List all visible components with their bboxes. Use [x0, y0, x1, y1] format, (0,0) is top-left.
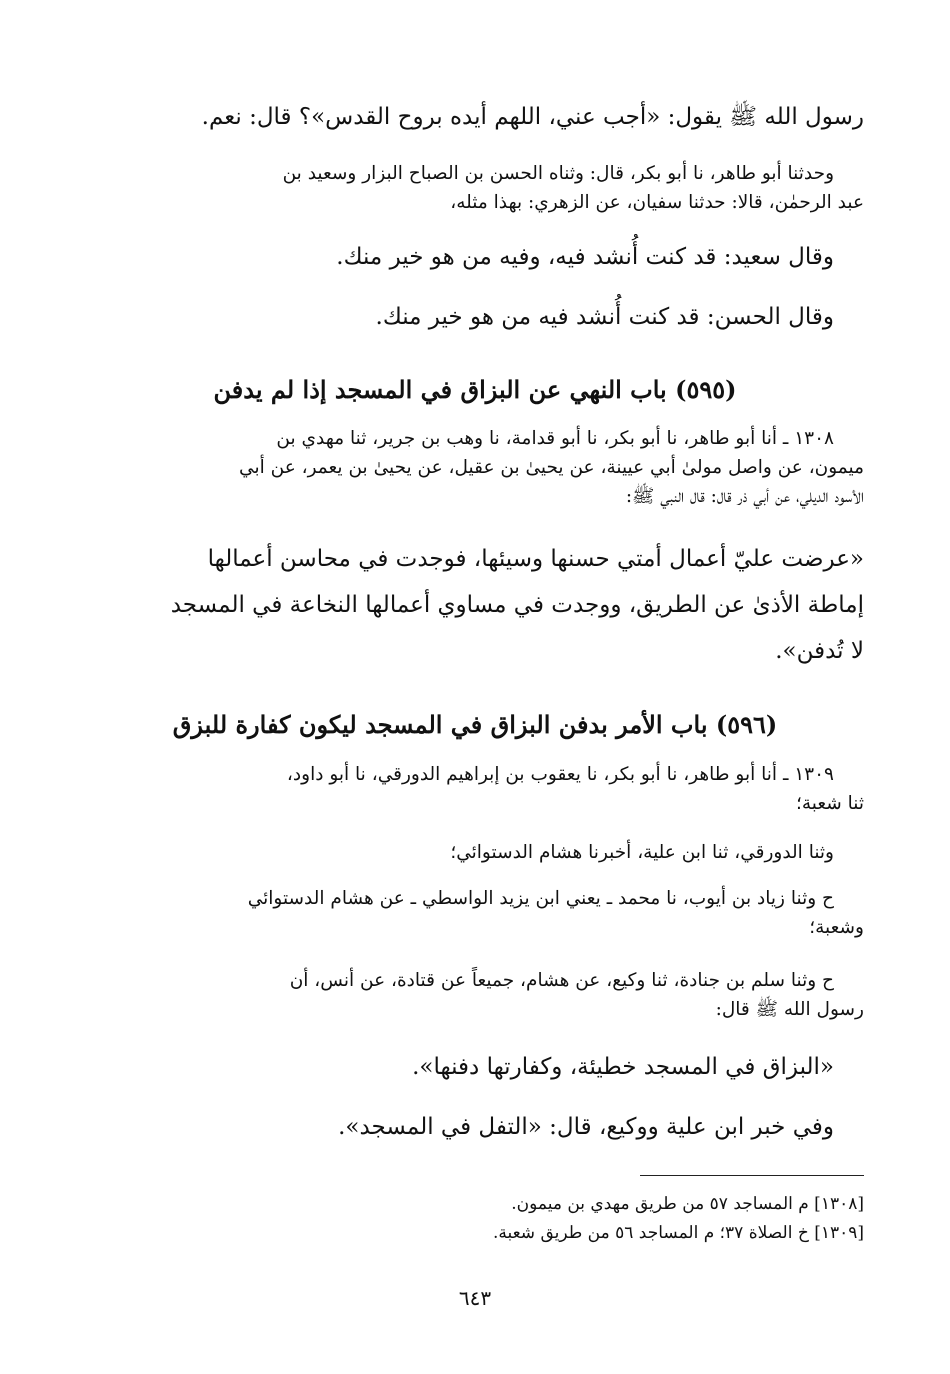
text-line: إماطة الأذىٰ عن الطريق، ووجدت في مساوي أعمالها النخاعة في المسجد [170, 592, 864, 618]
text-line: ثنا شعبة؛ [795, 793, 864, 814]
hadith-matn [112, 1044, 864, 1090]
text-line: رسول الله ﷺ يقول: «أجب عني، اللهم أيده بروح القدس»؟ قال: نعم. [201, 104, 864, 130]
footnote: [١٣٠٩] خ الصلاة ٣٧؛ م المساجد ٥٦ من طريق شعبة. [492, 1223, 864, 1243]
text-line: وقال سعيد: قد كنت أُنشد فيه، وفيه من هو خير منك. [336, 244, 834, 270]
quote-line [112, 234, 864, 280]
text-line: لا تُدفن». [775, 638, 864, 664]
text-line: وحدثنا أبو طاهر، نا أبو بكر، قال: وثناه الحسن بن الصباح البزار وسعيد بن [282, 163, 834, 184]
isnad-paragraph [112, 838, 864, 867]
page-number: ٦٤٣ [458, 1286, 492, 1310]
text-line: رسول الله ﷺ قال: [715, 999, 864, 1020]
isnad-paragraph [112, 159, 864, 217]
text-line: «البزاق في المسجد خطيئة، وكفارتها دفنها». [412, 1054, 834, 1080]
text-line: وشعبة؛ [809, 917, 864, 938]
isnad-paragraph [112, 884, 864, 942]
chapter-heading: (٥٩٥) باب النهي عن البزاق في المسجد إذا لم يدفن [213, 375, 737, 404]
chapter-heading: (٥٩٦) باب الأمر بدفن البزاق في المسجد ليكون كفارة للبزق [172, 710, 778, 739]
text-line: وثنا الدورقي، ثنا ابن علية، أخبرنا هشام الدستوائي؛ [450, 842, 834, 863]
text-line: الأسود الديلي، عن أبي ذر قال: قال النبي ﷺ: [625, 486, 864, 507]
footnote-divider [640, 1175, 864, 1176]
footnotes [112, 1190, 864, 1248]
opening-line [112, 94, 864, 140]
text-line: ١٣٠٩ ـ أنا أبو طاهر، نا أبو بكر، نا يعقوب بن إبراهيم الدورقي، نا أبو داود، [286, 764, 834, 785]
text-line: وفي خبر ابن علية ووكيع، قال: «التفل في المسجد». [338, 1114, 834, 1140]
text-line: عبد الرحمٰن، قالا: حدثنا سفيان، عن الزهري: بهذا مثله، [450, 192, 864, 213]
hadith-isnad [112, 424, 864, 511]
text-line: ح وثنا سلم بن جنادة، ثنا وكيع، عن هشام، جميعاً عن قتادة، عن أنس، أن [289, 970, 834, 991]
text-line: وقال الحسن: قد كنت أُنشد فيه من هو خير منك. [375, 304, 834, 330]
isnad-paragraph [112, 966, 864, 1024]
quote-line [112, 294, 864, 340]
text-line: ميمون، عن واصل مولىٰ أبي عيينة، عن يحيىٰ بن عقيل، عن يحيىٰ بن يعمر، عن أبي [239, 457, 864, 478]
hadith-isnad [112, 760, 864, 818]
text-line: ١٣٠٨ ـ أنا أبو طاهر، نا أبو بكر، نا أبو قدامة، نا وهب بن جرير، ثنا مهدي بن [276, 428, 834, 449]
note-line [112, 1104, 864, 1150]
footnote: [١٣٠٨] م المساجد ٥٧ من طريق مهدي بن ميمون. [511, 1194, 864, 1214]
hadith-matn [112, 536, 864, 674]
text-line: «عرضت عليّ أعمال أمتي حسنها وسيئها، فوجدت في محاسن أعمالها [207, 546, 864, 572]
text-line: ح وثنا زياد بن أيوب، نا محمد ـ يعني ابن يزيد الواسطي ـ عن هشام الدستوائي [247, 888, 834, 909]
